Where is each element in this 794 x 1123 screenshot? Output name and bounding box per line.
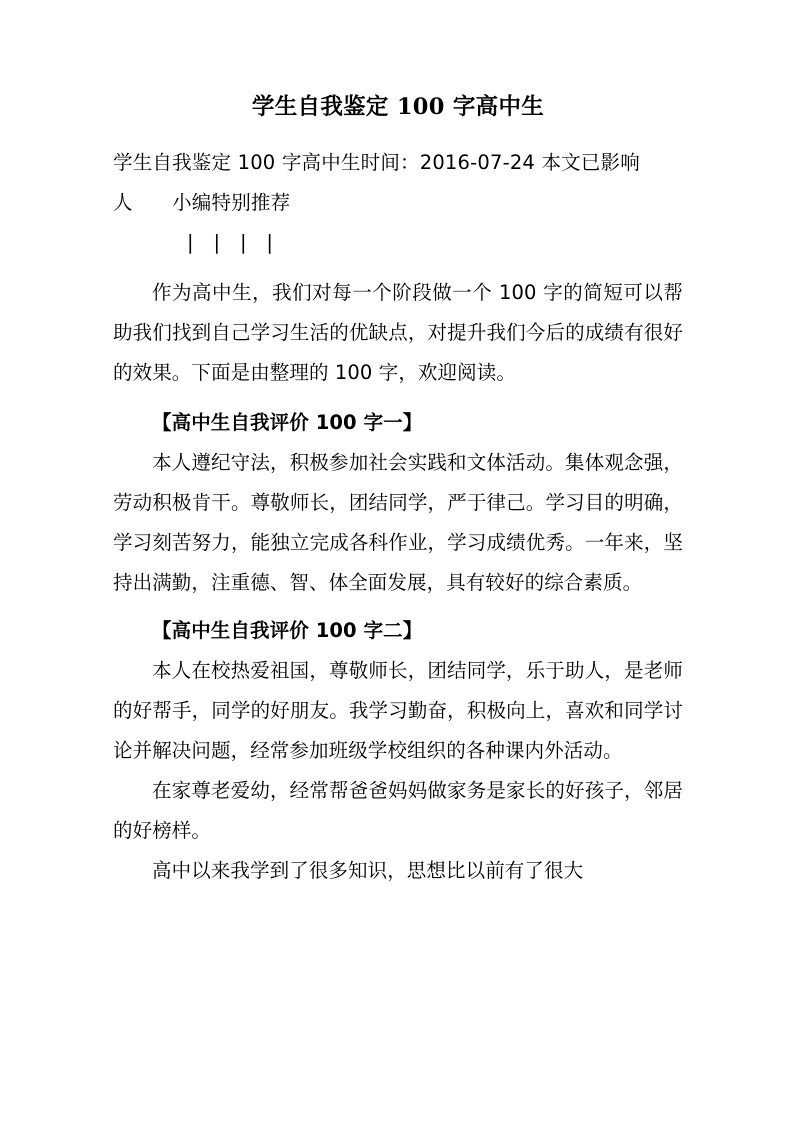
document-meta-line-2: 人 小编特别推荐 [113, 191, 291, 214]
document-meta-line-1: 学生自我鉴定 100 字高中生时间：2016-07-24 本文已影响 [113, 151, 640, 174]
section-1-paragraph-1: 本人遵纪守法，积极参加社会实践和文体活动。集体观念强，劳动积极肯干。尊敬师长，团结同学，严于律己。学习目的明确，学习刻苦努力，能独立完成各科作业，学习成绩优秀。一年来，坚持出满勤，注重德、智、体全面发展，具有较好的综合素质。 [113, 451, 683, 594]
section-heading-1: 【高中生自我评价 100 字一】 [152, 411, 423, 434]
section-2-paragraph-1: 本人在校热爱祖国，尊敬师长，团结同学，乐于助人，是老师的好帮手，同学的好朋友。我学习勤奋，积极向上，喜欢和同学讨论并解决问题，经常参加班级学校组织的各种课内外活动。 [113, 659, 683, 762]
section-2-paragraph-2: 在家尊老爱幼，经常帮爸爸妈妈做家务是家长的好孩子，邻居的好榜样。 [113, 779, 683, 842]
intro-paragraph: 作为高中生，我们对每一个阶段做一个 100 字的简短可以帮助我们找到自己学习生活的优缺点，对提升我们今后的成绩有很好的效果。下面是由整理的 100 字，欢迎阅读。 [113, 281, 683, 384]
separator-bars: | | | | [187, 231, 274, 254]
section-2-paragraph-3: 高中以来我学到了很多知识，思想比以前有了很大 [152, 859, 584, 882]
section-heading-2: 【高中生自我评价 100 字二】 [152, 619, 423, 642]
page-title: 学生自我鉴定 100 字高中生 [251, 94, 545, 120]
document-content [113, 0, 683, 891]
